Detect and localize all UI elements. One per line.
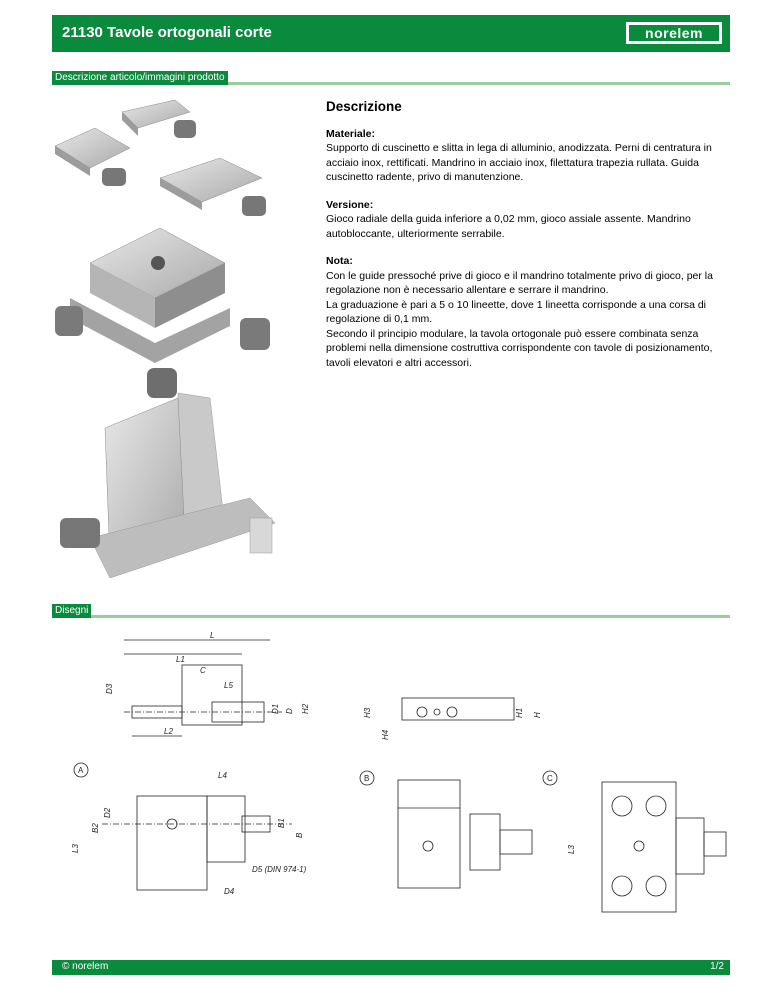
label-L4: L4	[218, 771, 227, 780]
label-D4: D4	[224, 887, 235, 896]
note-paragraph-1: Con le guide pressoché prive di gioco e il mandrino totalmente privo di gioco, per la regolazione non è necessario allentare e serrare il mandrino.	[326, 269, 713, 296]
label-view-c: C	[547, 774, 553, 783]
label-D: D	[285, 708, 294, 714]
material-block	[326, 127, 726, 185]
label-view-b: B	[364, 774, 370, 783]
note-block	[326, 254, 726, 370]
version-text: Gioco radiale della guida inferiore a 0,02 mm, gioco assiale assente. Mandrino autobloccante, ulteriormente serrabile.	[326, 213, 691, 240]
label-B: B	[295, 832, 304, 838]
label-L1: L1	[176, 655, 185, 664]
label-D1: D1	[271, 703, 280, 714]
note-title: Nota:	[326, 255, 353, 267]
label-H2: H2	[301, 703, 310, 714]
product-image-z-stage	[60, 368, 275, 578]
drawing-side-view	[105, 631, 310, 736]
label-L: L	[210, 631, 215, 640]
label-D5: D5 (DIN 974-1)	[252, 865, 307, 874]
label-H4: H4	[381, 729, 390, 740]
label-C: C	[200, 666, 206, 675]
product-image-small-table-1	[122, 100, 196, 138]
page-title: 21130 Tavole ortogonali corte	[62, 24, 272, 41]
product-images	[50, 98, 290, 588]
footer-page-number: 1/2	[710, 961, 724, 972]
drawing-front-view	[363, 698, 542, 740]
header-bar	[52, 15, 730, 52]
label-L3: L3	[71, 844, 80, 853]
norelem-logo	[626, 22, 722, 44]
logo-text: norelem	[629, 25, 719, 41]
label-D3: D3	[105, 683, 114, 694]
label-H: H	[533, 712, 542, 718]
drawing-view-c	[543, 771, 726, 912]
description-block	[326, 100, 726, 383]
label-L5: L5	[224, 681, 233, 690]
product-image-small-table-3	[160, 158, 266, 216]
label-B2: B2	[91, 823, 100, 833]
version-title: Versione:	[326, 198, 374, 211]
label-L2: L2	[164, 727, 173, 736]
label-view-a: A	[78, 766, 84, 775]
product-image-small-table-2	[55, 128, 130, 186]
footer-copyright: © norelem	[62, 961, 109, 972]
label-D2: D2	[103, 807, 112, 818]
section-drawings	[52, 604, 730, 618]
label-H1: H1	[515, 707, 524, 718]
label-H3: H3	[363, 707, 372, 718]
section-rule	[52, 615, 730, 618]
note-paragraph-2: La graduazione è pari a 5 o 10 lineette, dove 1 lineetta corrisponde a una corsa di regolazione di 0,1 mm.	[326, 298, 707, 325]
drawing-view-b	[360, 771, 532, 888]
technical-drawings	[52, 628, 730, 948]
product-image-xy-stage	[55, 228, 270, 363]
note-paragraph-3: Secondo il principio modulare, la tavola ortogonale può essere combinata senza problemi nella dimensione costruttiva corrispondente con tavole di posizionamento, tavoli elevatori e altri accessori.	[326, 327, 713, 369]
footer-bar	[52, 960, 730, 975]
section-title-product: Descrizione articolo/immagini prodotto	[52, 71, 228, 85]
description-heading: Descrizione	[326, 99, 402, 114]
material-text: Supporto di cuscinetto e slitta in lega di alluminio, anodizzata. Perni di centratura in acciaio inox, rettificati. Mandrino in acciaio inox, filettatura trapezia rullata. Guida cuscinetto radente, privo di manutenzione.	[326, 142, 712, 183]
label-L3-c: L3	[567, 845, 576, 854]
drawing-view-a	[71, 763, 307, 896]
version-block	[326, 198, 726, 242]
label-B1: B1	[277, 818, 286, 828]
material-title: Materiale:	[326, 127, 376, 140]
section-title-drawings: Disegni	[52, 604, 91, 618]
section-product	[52, 71, 730, 85]
